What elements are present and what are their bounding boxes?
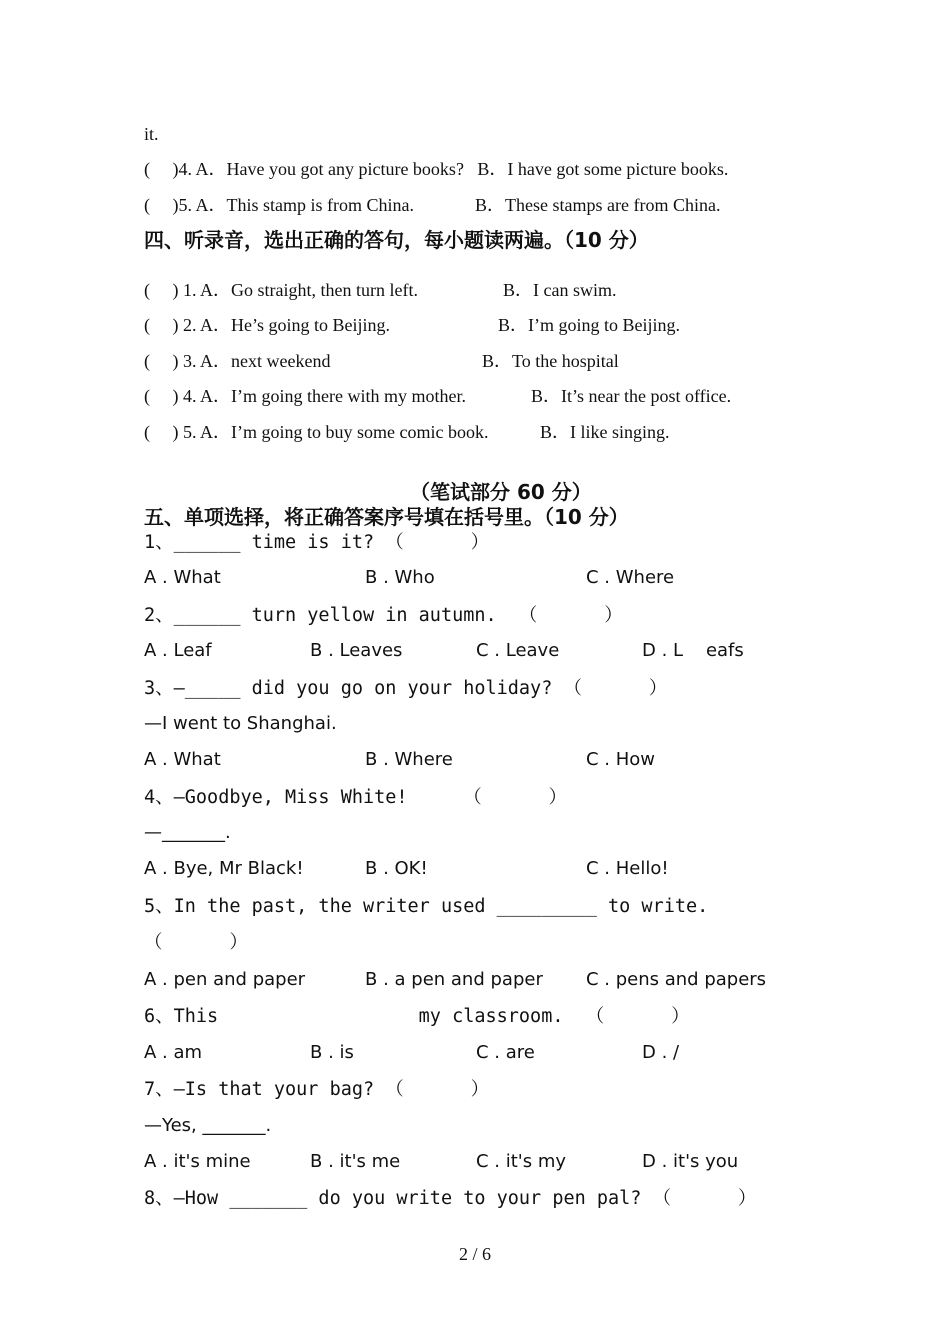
q1-option-c: C . Where: [586, 567, 675, 588]
q2-option-c: C . Leave: [476, 640, 560, 661]
q6-option-c: C . are: [476, 1042, 535, 1063]
q6-option-a: A . am: [144, 1042, 203, 1063]
q6-option-b: B . is: [310, 1042, 354, 1063]
q7-option-b: B . it's me: [310, 1151, 401, 1172]
q2-stem: 2、______ turn yellow in autumn. （ ）: [144, 605, 623, 626]
section4-item-4-option-a: ( ) 4. A．I’m going there with my mother.: [144, 386, 466, 406]
section4-title: 四、听录音，选出正确的答句，每小题读两遍。（10 分）: [144, 228, 649, 252]
part3-question-5-option-a: ( )5. A．This stamp is from China.: [144, 195, 414, 215]
q2-option-d: D . L eafs: [642, 640, 744, 661]
section4-item-2-option-b: B．I’m going to Beijing.: [498, 315, 680, 335]
q7-option-c: C . it's my: [476, 1151, 567, 1172]
q7-option-a: A . it's mine: [144, 1151, 251, 1172]
q3-reply: —I went to Shanghai.: [144, 713, 337, 734]
q1-option-a: A . What: [144, 567, 221, 588]
section4-item-1-option-a: ( ) 1. A．Go straight, then turn left.: [144, 280, 418, 300]
q8-stem: 8、—How _______ do you write to your pen pal? （ ）: [144, 1188, 757, 1209]
q5-option-a: A . pen and paper: [144, 969, 306, 990]
q7-option-d: D . it's you: [642, 1151, 739, 1172]
section4-item-3-option-b: B．To the hospital: [482, 351, 619, 371]
q4-reply: —_______.: [144, 822, 231, 843]
q4-stem: 4、—Goodbye, Miss White! （ ）: [144, 787, 568, 808]
q4-option-b: B . OK!: [365, 858, 428, 879]
q3-option-b: B . Where: [365, 749, 453, 770]
q6-stem: 6、This my classroom. （ ）: [144, 1006, 690, 1027]
q3-option-a: A . What: [144, 749, 221, 770]
question-continuation: it.: [144, 124, 159, 144]
q1-option-b: B . Who: [365, 567, 435, 588]
q5-answer-paren: （ ）: [144, 932, 248, 953]
part3-question-5-option-b: B．These stamps are from China.: [475, 195, 721, 215]
section4-item-5-option-a: ( ) 5. A．I’m going to buy some comic book.: [144, 422, 489, 442]
section4-item-1-option-b: B．I can swim.: [503, 280, 617, 300]
q7-stem: 7、—Is that your bag? （ ）: [144, 1079, 490, 1100]
q5-stem: 5、In the past, the writer used _________ to write.: [144, 896, 709, 917]
section5-title: 五、单项选择，将正确答案序号填在括号里。（10 分）: [144, 505, 629, 529]
section4-item-2-option-a: ( ) 2. A．He’s going to Beijing.: [144, 315, 390, 335]
part3-question-4: ( )4. A．Have you got any picture books? B．I have got some picture books.: [144, 159, 729, 179]
q7-reply: —Yes, _______.: [144, 1115, 272, 1136]
section4-item-5-option-b: B．I like singing.: [540, 422, 670, 442]
section4-item-3-option-a: ( ) 3. A．next weekend: [144, 351, 331, 371]
q5-option-c: C . pens and papers: [586, 969, 767, 990]
section4-item-4-option-b: B．It’s near the post office.: [531, 386, 732, 406]
q1-stem: 1、______ time is it? （ ）: [144, 532, 490, 553]
q4-option-c: C . Hello!: [586, 858, 669, 879]
page-number: 2 / 6: [458, 1244, 491, 1264]
written-part-heading: （笔试部分 60 分）: [410, 480, 592, 504]
q6-option-d: D . /: [642, 1042, 680, 1063]
q5-option-b: B . a pen and paper: [365, 969, 543, 990]
q4-option-a: A . Bye, Mr Black!: [144, 858, 304, 879]
q3-option-c: C . How: [586, 749, 656, 770]
q3-stem: 3、—_____ did you go on your holiday? （ ）: [144, 678, 668, 699]
q2-option-b: B . Leaves: [310, 640, 403, 661]
q2-option-a: A . Leaf: [144, 640, 212, 661]
